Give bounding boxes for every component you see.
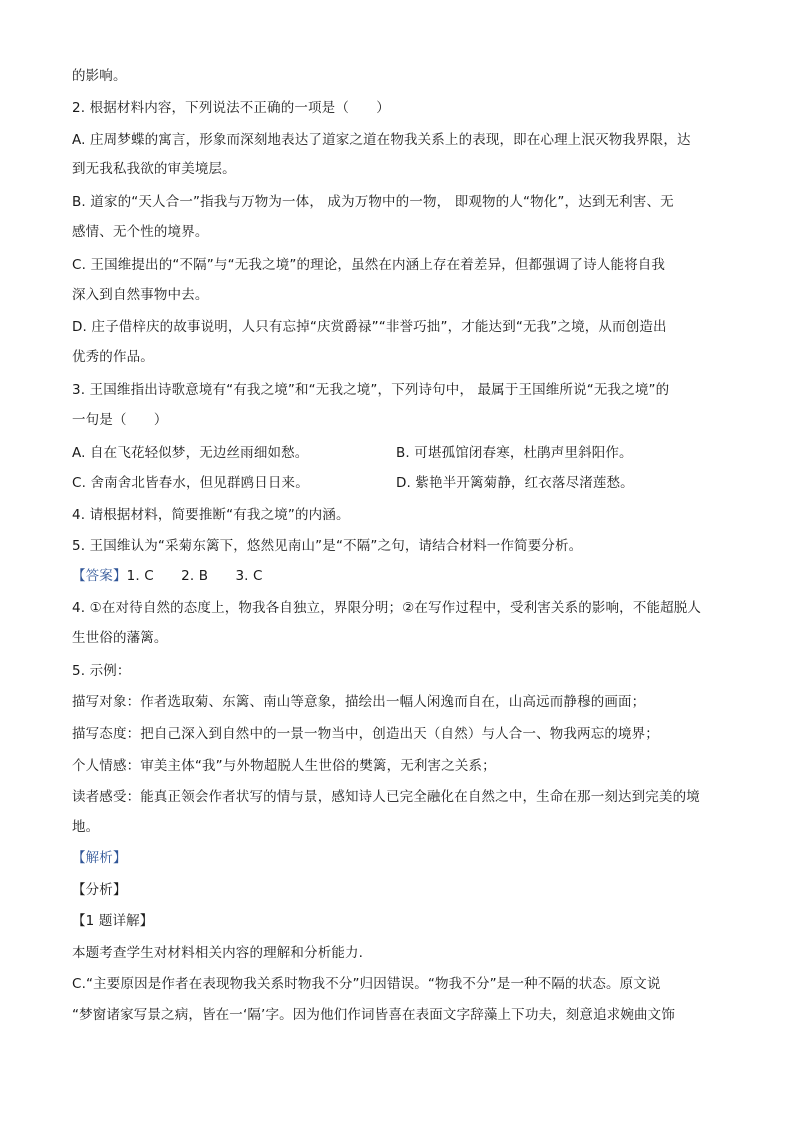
answer-5-reader-cont: 地。	[72, 819, 100, 835]
question-2-option-c-cont: 深入到自然事物中去。	[72, 287, 209, 303]
detail-1-line-2: C.“主要原因是作者在表现物我关系时物我不分”归因错误。“物我不分”是一种不隔的状态。原文说	[72, 976, 661, 992]
question-2-option-c: C. 王国维提出的“不隔”与“无我之境”的理论，虽然在内涵上存在着差异，但都强调了诗人能将自我	[72, 257, 666, 273]
question-3: 3. 王国维指出诗歌意境有“有我之境”和“无我之境”，下列诗句中， 最属于王国维所说“无我之境”的	[72, 382, 670, 398]
question-3-option-b: B. 可堪孤馆闭春寒，杜鹃声里斜阳作。	[396, 445, 633, 461]
question-5: 5. 王国维认为“采菊东篱下，悠然见南山”是“不隔”之句，请结合材料一作简要分析。	[72, 538, 583, 554]
answer-5-attitude: 描写态度：把自己深入到自然中的一景一物当中，创造出天（自然）与人合一、物我两忘的境界；	[72, 726, 659, 742]
answer-4: 4. ①在对待自然的态度上，物我各自独立，界限分明；②在写作过程中，受利害关系的影响，不能超脱人	[72, 600, 702, 616]
question-2: 2. 根据材料内容，下列说法不正确的一项是（ ）	[72, 100, 390, 116]
detail-1-line-1: 本题考查学生对材料相关内容的理解和分析能力.	[72, 945, 364, 961]
question-3-option-d: D. 紫艳半开篱菊静，红衣落尽渚莲愁。	[396, 475, 634, 491]
question-4: 4. 请根据材料，简要推断“有我之境”的内涵。	[72, 507, 350, 523]
answer-5: 5. 示例：	[72, 663, 131, 679]
question-3-options-row-1	[72, 444, 722, 462]
question-2-option-d: D. 庄子借梓庆的故事说明，人只有忘掉“庆赏爵禄”“非誉巧拙”，才能达到“无我”之境，从而创造出	[72, 319, 667, 335]
detail-1-heading: 【1 题详解】	[72, 913, 154, 929]
analysis-subheading: 【分析】	[72, 882, 127, 898]
question-2-option-a: A. 庄周梦蝶的寓言，形象而深刻地表达了道家之道在物我关系上的表现，即在心理上泯灭物我界限，达	[72, 132, 691, 148]
question-3-option-a: A. 自在飞花轻似梦，无边丝雨细如愁。	[72, 445, 309, 461]
text-line: 的影响。	[72, 68, 127, 84]
question-2-option-d-cont: 优秀的作品。	[72, 349, 154, 365]
question-2-option-a-cont: 到无我私我欲的审美境层。	[72, 161, 236, 177]
answer-4-cont: 生世俗的藩篱。	[72, 630, 168, 646]
answer-5-reader: 读者感受：能真正领会作者状写的情与景，感知诗人已完全融化在自然之中，生命在那一刻达到完美的境	[72, 789, 700, 805]
answer-5-emotion: 个人情感：审美主体“我”与外物超脱人生世俗的樊篱，无利害之关系；	[72, 758, 496, 774]
question-2-option-b-cont: 感情、无个性的境界。	[72, 224, 209, 240]
question-2-option-b: B. 道家的“天人合一”指我与万物为一体， 成为万物中的一物， 即观物的人“物化”，达到无利害、无	[72, 194, 674, 210]
question-3-option-c: C. 舍南舍北皆春水，但见群鸥日日来。	[72, 475, 309, 491]
analysis-heading: 【解析】	[72, 850, 127, 866]
question-3-cont: 一句是（ ）	[72, 412, 168, 428]
answer-label: 【答案】	[72, 568, 127, 584]
detail-1-line-3: “梦窗诸家写景之病，皆在一‘隔’字。因为他们作词皆喜在表面文字辞藻上下功夫，刻意追求婉曲文饰	[72, 1007, 675, 1023]
answer-5-object: 描写对象：作者选取菊、东篱、南山等意象，描绘出一幅人闲逸而自在，山高远而静穆的画面；	[72, 694, 646, 710]
answer-line	[72, 567, 722, 585]
question-3-options-row-2	[72, 474, 722, 492]
answer-values: 1. C 2. B 3. C	[126, 568, 263, 584]
